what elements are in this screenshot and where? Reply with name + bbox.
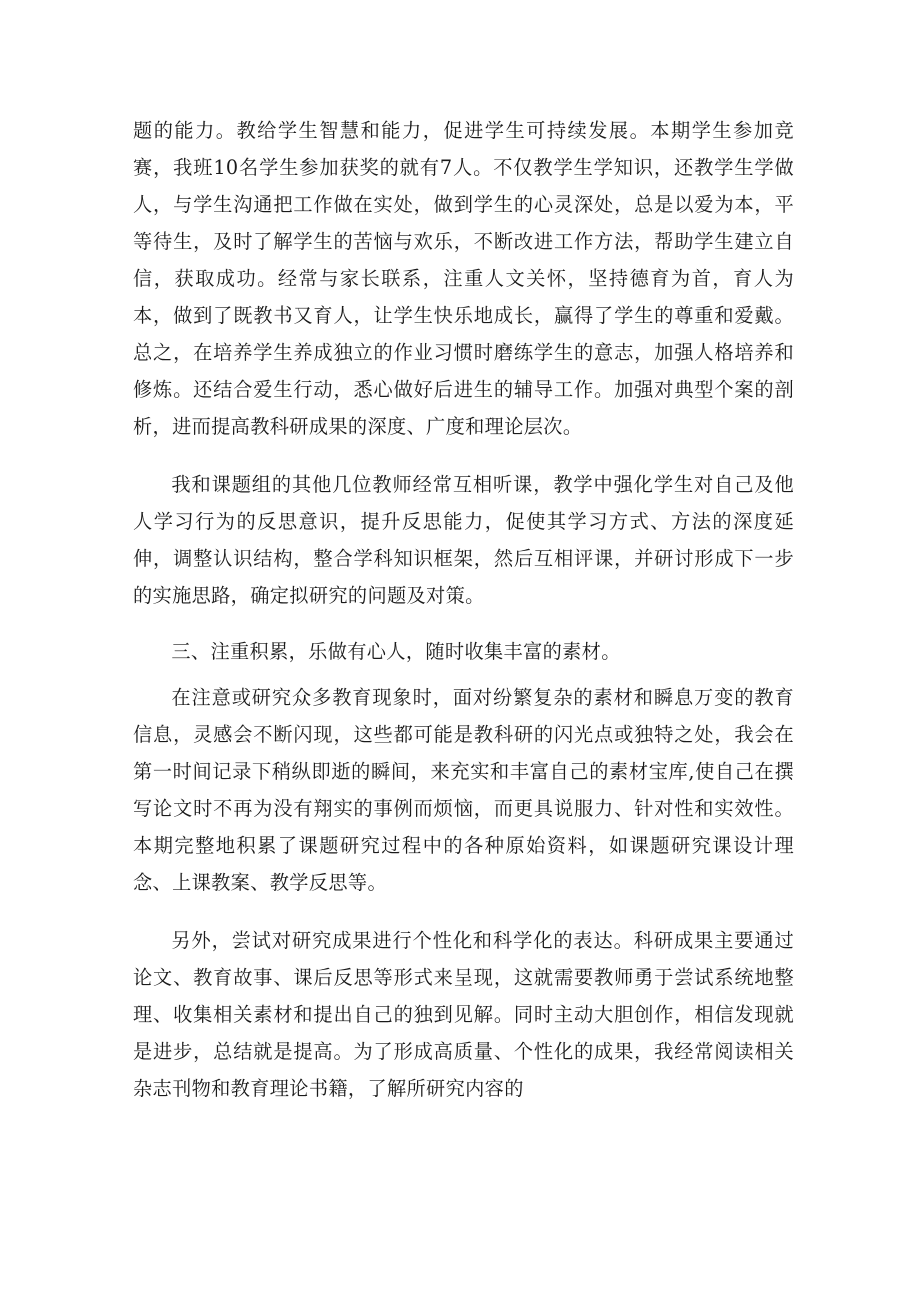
paragraph-expression: 另外，尝试对研究成果进行个性化和科学化的表达。科研成果主要通过论文、教育故事、课后反思等形式来呈现，这就需要教师勇于尝试系统地整理、收集相关素材和提出自己的独到见解。同时主动大胆创作，相信发现就是进步，总结就是提高。为了形成高质量、个性化的成果，我经常阅读相关杂志刊物和教育理论书籍，了解所研究内容的 (133, 929, 794, 1100)
document-body (133, 112, 794, 1107)
section-heading: 三、注重积累，乐做有心人，随时收集丰富的素材。 (171, 640, 621, 663)
paragraph-material-collection: 在注意或研究众多教育现象时，面对纷繁复杂的素材和瞬息万变的教育信息，灵感会不断闪现，这些都可能是教科研的闪光点或独特之处，我会在第一时间记录下稍纵即逝的瞬间，来充实和丰富自己的素材宝库,使自己在撰写论文时不再为没有翔实的事例而烦恼，而更具说服力、针对性和实效性。本期完整地积累了课题研究过程中的各种原始资料，如课题研究课设计理念、上课教案、教学反思等。 (133, 686, 794, 894)
paragraph-continuation: 题的能力。教给学生智慧和能力，促进学生可持续发展。本期学生参加竞赛，我班10名学生参加获奖的就有7人。不仅教学生学知识，还教学生学做人，与学生沟通把工作做在实处，做到学生的心灵深处，总是以爱为本，平等待生，及时了解学生的苦恼与欢乐，不断改进工作方法，帮助学生建立自信，获取成功。经常与家长联系，注重人文关怀，坚持德育为首，育人为本，做到了既教书又育人，让学生快乐地成长，赢得了学生的尊重和爱戴。总之，在培养学生养成独立的作业习惯时磨练学生的意志，加强人格培养和修炼。还结合爱生行动，悉心做好后进生的辅导工作。加强对典型个案的剖析，进而提高教科研成果的深度、广度和理论层次。 (133, 119, 794, 438)
paragraph-peer-review: 我和课题组的其他几位教师经常互相听课，教学中强化学生对自己及他人学习行为的反思意识，提升反思能力，促使其学习方式、方法的深度延伸，调整认识结构，整合学科知识框架，然后互相评课，并研讨形成下一步的实施思路，确定拟研究的问题及对策。 (133, 473, 794, 607)
